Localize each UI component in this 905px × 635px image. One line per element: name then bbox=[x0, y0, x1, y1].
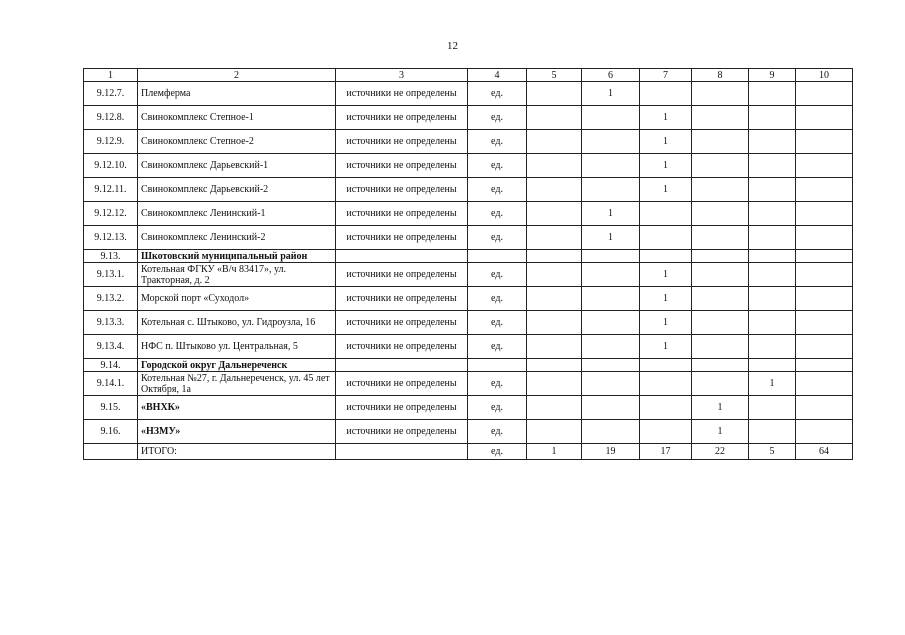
source-cell: источники не определены bbox=[336, 396, 468, 420]
value-cell: 1 bbox=[640, 311, 692, 335]
value-cell bbox=[582, 372, 640, 396]
unit-cell: ед. bbox=[468, 263, 527, 287]
page-number: 12 bbox=[447, 40, 458, 52]
object-name: Котельная с. Штыково, ул. Гидроузла, 16 bbox=[138, 311, 336, 335]
object-name: Свинокомплекс Степное-2 bbox=[138, 130, 336, 154]
column-header: 9 bbox=[749, 69, 796, 82]
table-row bbox=[84, 130, 853, 154]
value-cell bbox=[527, 263, 582, 287]
value-cell: 1 bbox=[692, 396, 749, 420]
unit-cell: ед. bbox=[468, 130, 527, 154]
value-cell: 22 bbox=[692, 444, 749, 460]
table-row bbox=[84, 311, 853, 335]
value-cell bbox=[582, 178, 640, 202]
value-cell bbox=[796, 130, 853, 154]
source-cell: источники не определены bbox=[336, 311, 468, 335]
value-cell: 1 bbox=[582, 226, 640, 250]
value-cell bbox=[692, 178, 749, 202]
row-number: 9.14. bbox=[84, 359, 138, 372]
value-cell bbox=[692, 154, 749, 178]
value-cell bbox=[796, 420, 853, 444]
value-cell bbox=[582, 106, 640, 130]
section-title: Городской округ Дальнереченск bbox=[138, 359, 336, 372]
row-number: 9.13.2. bbox=[84, 287, 138, 311]
value-cell: 64 bbox=[796, 444, 853, 460]
value-cell bbox=[527, 82, 582, 106]
column-header: 3 bbox=[336, 69, 468, 82]
value-cell: 5 bbox=[749, 444, 796, 460]
unit-cell: ед. bbox=[468, 444, 527, 460]
unit-cell: ед. bbox=[468, 420, 527, 444]
column-header: 10 bbox=[796, 69, 853, 82]
value-cell bbox=[749, 335, 796, 359]
empty-cell bbox=[527, 359, 582, 372]
unit-cell: ед. bbox=[468, 178, 527, 202]
unit-cell: ед. bbox=[468, 287, 527, 311]
source-cell: источники не определены bbox=[336, 130, 468, 154]
column-header: 6 bbox=[582, 69, 640, 82]
unit-cell: ед. bbox=[468, 311, 527, 335]
value-cell: 19 bbox=[582, 444, 640, 460]
unit-cell: ед. bbox=[468, 106, 527, 130]
row-number: 9.15. bbox=[84, 396, 138, 420]
value-cell bbox=[527, 396, 582, 420]
value-cell bbox=[582, 287, 640, 311]
source-cell: источники не определены bbox=[336, 154, 468, 178]
value-cell bbox=[527, 372, 582, 396]
value-cell bbox=[527, 130, 582, 154]
object-name: Котельная №27, г. Дальнереченск, ул. 45 лет Октября, 1а bbox=[138, 372, 336, 396]
value-cell bbox=[692, 82, 749, 106]
row-number: 9.12.7. bbox=[84, 82, 138, 106]
value-cell bbox=[796, 335, 853, 359]
value-cell: 1 bbox=[640, 263, 692, 287]
row-number: 9.12.12. bbox=[84, 202, 138, 226]
row-number: 9.13.3. bbox=[84, 311, 138, 335]
header-row bbox=[84, 69, 853, 82]
value-cell: 1 bbox=[582, 202, 640, 226]
row-number: 9.14.1. bbox=[84, 372, 138, 396]
table-row bbox=[84, 202, 853, 226]
value-cell bbox=[692, 335, 749, 359]
unit-cell: ед. bbox=[468, 226, 527, 250]
source-cell bbox=[336, 444, 468, 460]
row-number: 9.13.1. bbox=[84, 263, 138, 287]
object-name: Морской порт «Суходол» bbox=[138, 287, 336, 311]
value-cell bbox=[640, 372, 692, 396]
object-name: Свинокомплекс Ленинский-1 bbox=[138, 202, 336, 226]
value-cell bbox=[582, 130, 640, 154]
value-cell bbox=[749, 287, 796, 311]
source-cell: источники не определены bbox=[336, 287, 468, 311]
value-cell bbox=[640, 420, 692, 444]
unit-cell: ед. bbox=[468, 202, 527, 226]
empty-cell bbox=[468, 359, 527, 372]
value-cell bbox=[640, 202, 692, 226]
value-cell bbox=[749, 396, 796, 420]
value-cell bbox=[749, 202, 796, 226]
row-number: 9.12.11. bbox=[84, 178, 138, 202]
table-row bbox=[84, 106, 853, 130]
value-cell bbox=[749, 420, 796, 444]
value-cell bbox=[796, 396, 853, 420]
source-cell: источники не определены bbox=[336, 178, 468, 202]
value-cell bbox=[582, 396, 640, 420]
table-row bbox=[84, 178, 853, 202]
row-number: 9.16. bbox=[84, 420, 138, 444]
value-cell bbox=[796, 287, 853, 311]
table-row bbox=[84, 372, 853, 396]
value-cell bbox=[796, 372, 853, 396]
value-cell bbox=[796, 226, 853, 250]
value-cell: 17 bbox=[640, 444, 692, 460]
object-name: НФС п. Штыково ул. Центральная, 5 bbox=[138, 335, 336, 359]
value-cell bbox=[527, 178, 582, 202]
value-cell bbox=[749, 154, 796, 178]
value-cell bbox=[749, 82, 796, 106]
empty-cell bbox=[582, 250, 640, 263]
value-cell bbox=[749, 311, 796, 335]
object-name: Свинокомплекс Степное-1 bbox=[138, 106, 336, 130]
value-cell: 1 bbox=[640, 287, 692, 311]
value-cell: 1 bbox=[582, 82, 640, 106]
value-cell bbox=[749, 106, 796, 130]
row-number: 9.12.9. bbox=[84, 130, 138, 154]
value-cell bbox=[796, 154, 853, 178]
value-cell bbox=[527, 335, 582, 359]
value-cell bbox=[582, 154, 640, 178]
value-cell bbox=[796, 202, 853, 226]
table-row bbox=[84, 287, 853, 311]
section-row bbox=[84, 359, 853, 372]
value-cell bbox=[640, 82, 692, 106]
table-row bbox=[84, 154, 853, 178]
value-cell bbox=[796, 106, 853, 130]
object-name: «ВНХК» bbox=[138, 396, 336, 420]
empty-cell bbox=[336, 359, 468, 372]
value-cell bbox=[796, 263, 853, 287]
object-name: Котельная ФГКУ «В/ч 83417», ул. Тракторная, д. 2 bbox=[138, 263, 336, 287]
value-cell bbox=[527, 420, 582, 444]
value-cell bbox=[692, 130, 749, 154]
column-header: 2 bbox=[138, 69, 336, 82]
unit-cell: ед. bbox=[468, 82, 527, 106]
source-cell: источники не определены bbox=[336, 263, 468, 287]
column-header: 7 bbox=[640, 69, 692, 82]
value-cell: 1 bbox=[640, 106, 692, 130]
value-cell: 1 bbox=[640, 154, 692, 178]
total-row bbox=[84, 444, 853, 460]
empty-cell bbox=[692, 359, 749, 372]
empty-cell bbox=[640, 359, 692, 372]
table-row bbox=[84, 335, 853, 359]
value-cell: 1 bbox=[749, 372, 796, 396]
object-name: Свинокомплекс Ленинский-2 bbox=[138, 226, 336, 250]
table-row bbox=[84, 263, 853, 287]
table-row bbox=[84, 396, 853, 420]
row-number: 9.12.8. bbox=[84, 106, 138, 130]
value-cell bbox=[582, 263, 640, 287]
value-cell bbox=[527, 226, 582, 250]
empty-cell bbox=[336, 250, 468, 263]
empty-cell bbox=[749, 359, 796, 372]
value-cell bbox=[582, 311, 640, 335]
source-cell: источники не определены bbox=[336, 226, 468, 250]
column-header: 5 bbox=[527, 69, 582, 82]
value-cell bbox=[692, 263, 749, 287]
value-cell: 1 bbox=[640, 335, 692, 359]
value-cell bbox=[749, 178, 796, 202]
section-row bbox=[84, 250, 853, 263]
row-number: 9.12.10. bbox=[84, 154, 138, 178]
empty-cell bbox=[796, 359, 853, 372]
object-name: ИТОГО: bbox=[138, 444, 336, 460]
unit-cell: ед. bbox=[468, 372, 527, 396]
value-cell: 1 bbox=[692, 420, 749, 444]
value-cell bbox=[796, 311, 853, 335]
table-row bbox=[84, 82, 853, 106]
value-cell bbox=[692, 226, 749, 250]
unit-cell: ед. bbox=[468, 154, 527, 178]
object-name: Свинокомплекс Дарьевский-2 bbox=[138, 178, 336, 202]
empty-cell bbox=[468, 250, 527, 263]
column-header: 8 bbox=[692, 69, 749, 82]
source-cell: источники не определены bbox=[336, 82, 468, 106]
value-cell bbox=[527, 202, 582, 226]
row-number: 9.12.13. bbox=[84, 226, 138, 250]
table-row bbox=[84, 420, 853, 444]
value-cell bbox=[692, 311, 749, 335]
row-number: 9.13.4. bbox=[84, 335, 138, 359]
value-cell bbox=[796, 82, 853, 106]
value-cell bbox=[692, 106, 749, 130]
empty-cell bbox=[692, 250, 749, 263]
value-cell: 1 bbox=[527, 444, 582, 460]
section-title: Шкотовский муниципальный район bbox=[138, 250, 336, 263]
object-name: «НЗМУ» bbox=[138, 420, 336, 444]
value-cell bbox=[640, 396, 692, 420]
unit-cell: ед. bbox=[468, 396, 527, 420]
value-cell bbox=[796, 178, 853, 202]
empty-cell bbox=[749, 250, 796, 263]
empty-cell bbox=[527, 250, 582, 263]
value-cell bbox=[640, 226, 692, 250]
value-cell bbox=[582, 420, 640, 444]
source-cell: источники не определены bbox=[336, 420, 468, 444]
object-name: Племферма bbox=[138, 82, 336, 106]
value-cell bbox=[527, 154, 582, 178]
value-cell bbox=[749, 130, 796, 154]
source-cell: источники не определены bbox=[336, 335, 468, 359]
value-cell bbox=[749, 226, 796, 250]
value-cell bbox=[527, 287, 582, 311]
value-cell bbox=[582, 335, 640, 359]
source-cell: источники не определены bbox=[336, 106, 468, 130]
unit-cell: ед. bbox=[468, 335, 527, 359]
value-cell bbox=[749, 263, 796, 287]
table-row bbox=[84, 226, 853, 250]
value-cell bbox=[527, 311, 582, 335]
data-table bbox=[83, 68, 853, 460]
source-cell: источники не определены bbox=[336, 372, 468, 396]
column-header: 4 bbox=[468, 69, 527, 82]
source-cell: источники не определены bbox=[336, 202, 468, 226]
value-cell: 1 bbox=[640, 178, 692, 202]
value-cell: 1 bbox=[640, 130, 692, 154]
value-cell bbox=[692, 287, 749, 311]
empty-cell bbox=[796, 250, 853, 263]
column-header: 1 bbox=[84, 69, 138, 82]
value-cell bbox=[527, 106, 582, 130]
value-cell bbox=[692, 202, 749, 226]
row-number: 9.13. bbox=[84, 250, 138, 263]
object-name: Свинокомплекс Дарьевский-1 bbox=[138, 154, 336, 178]
empty-cell bbox=[582, 359, 640, 372]
value-cell bbox=[692, 372, 749, 396]
empty-cell bbox=[640, 250, 692, 263]
row-number bbox=[84, 444, 138, 460]
